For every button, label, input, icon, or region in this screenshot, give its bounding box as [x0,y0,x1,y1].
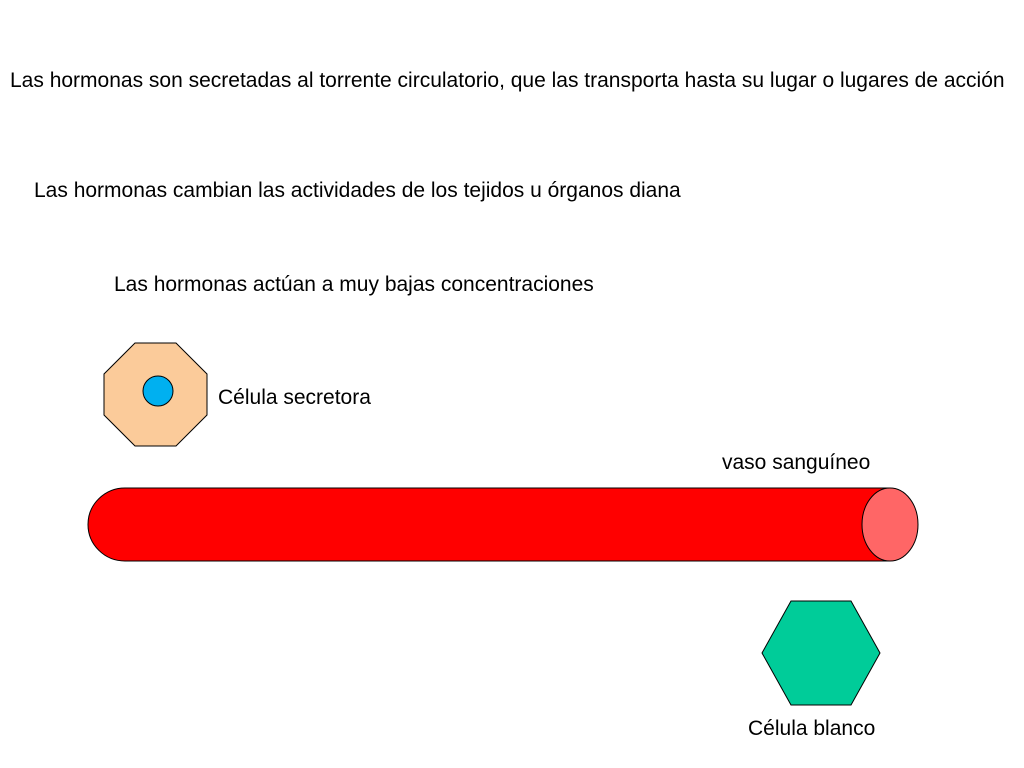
blood-vessel-opening [862,488,918,561]
secretory-cell-nucleus [143,376,173,406]
target-cell-hexagon [762,601,880,705]
blood-vessel-body [88,488,890,561]
target-cell-label: Célula blanco [748,717,876,740]
blood-vessel-label: vaso sanguíneo [722,451,871,474]
secretory-cell-label: Célula secretora [218,386,371,409]
statement-low-concentration: Las hormonas actúan a muy bajas concentraciones [114,273,594,296]
statement-transport: Las hormonas son secretadas al torrente circulatorio, que las transporta hasta su lugar o lugares de acción [10,69,1005,92]
statement-target-tissues: Las hormonas cambian las actividades de los tejidos u órganos diana [34,179,681,202]
